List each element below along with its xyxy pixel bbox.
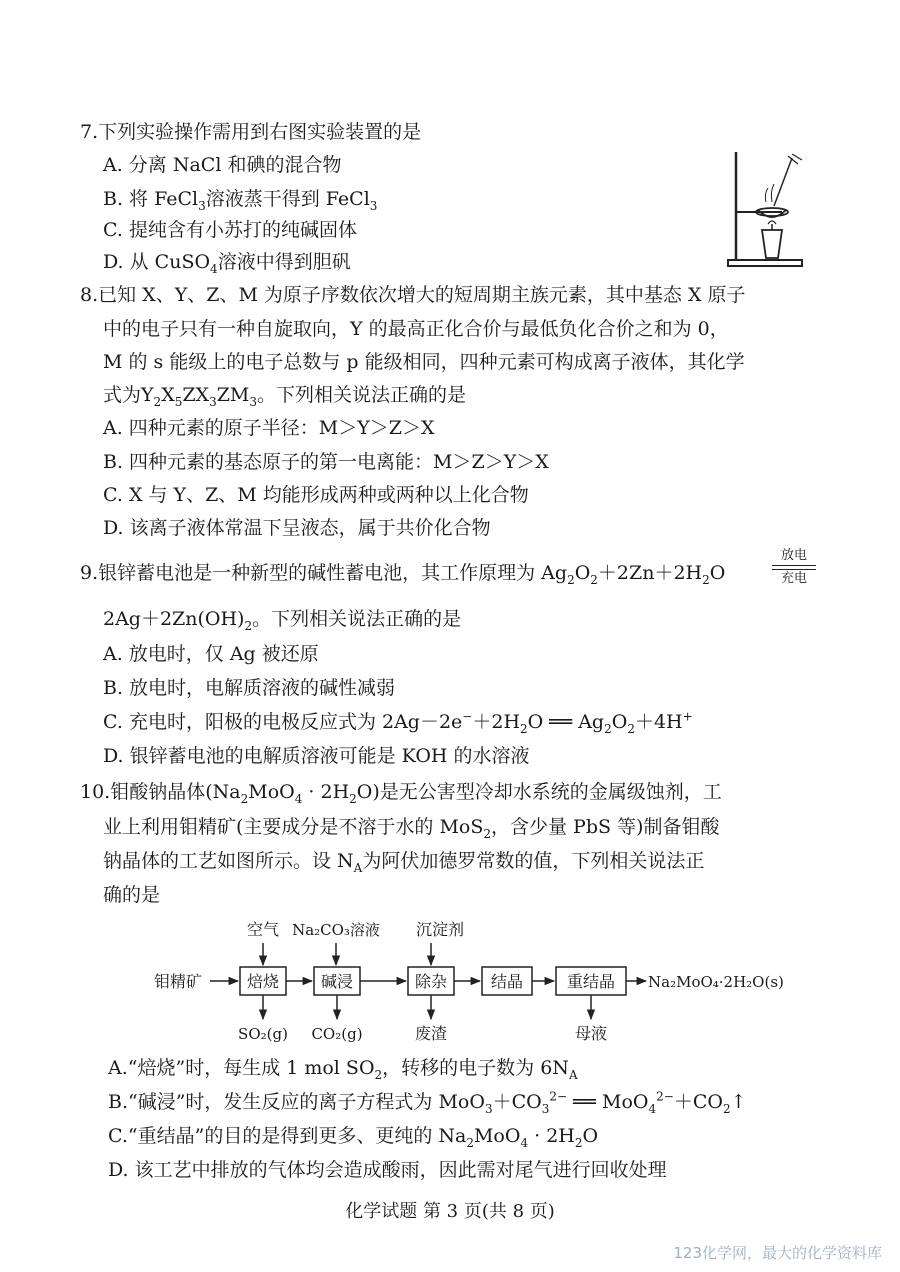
step-alkali-leach-label: 碱浸	[320, 972, 354, 991]
input-precipitant-label: 沉淀剂	[415, 920, 465, 939]
q8-stem-line4: 式为$Y_2X_5ZX_3ZM_3$。下列相关说法正确的是	[103, 384, 467, 409]
output-so2-label: SO₂(g)	[238, 1025, 288, 1043]
reversible-arrow	[772, 548, 816, 587]
q10-option-b: B.“碱浸”时，发生反应的离子方程式为 $MoO_3+CO_3^{2-}$ ══ $MoO_4^{2-}+CO_2↑$	[108, 1089, 747, 1116]
watermark: 123化学网，最大的化学资料库	[673, 1244, 882, 1262]
process-flow-diagram	[150, 915, 850, 1045]
q10-option-d: D. 该工艺中排放的气体均会造成酸雨，因此需对尾气进行回收处理	[108, 1159, 667, 1181]
input-na2co3-label: Na₂CO₃溶液	[292, 921, 380, 939]
step-purify-label: 除杂	[414, 972, 448, 991]
flow-start-label: 钼精矿	[154, 972, 203, 991]
q8-stem-line2: 中的电子只有一种自旋取向，Y 的最高正化合价与最低负化合价之和为 0，	[103, 318, 729, 340]
step-crystallize-label: 结晶	[490, 972, 524, 991]
q7-option-a: A. 分离 NaCl 和碘的混合物	[103, 154, 342, 176]
evaporation-apparatus-figure	[722, 148, 812, 270]
charge-label: 充电	[780, 571, 807, 586]
discharge-label: 放电	[780, 548, 807, 563]
q10-stem-line2: 业上利用钼精矿(主要成分是不溶于水的 MoS$_2$，含少量 PbS 等)制备钼酸	[103, 816, 720, 841]
step-roast-label: 焙烧	[246, 972, 280, 991]
q9-option-d: D. 银锌蓄电池的电解质溶液可能是 KOH 的水溶液	[103, 745, 530, 767]
page-footer: 化学试题 第 3 页(共 8 页)	[345, 1201, 555, 1222]
output-co2-label: CO₂(g)	[311, 1025, 363, 1043]
q8-option-b: B. 四种元素的基态原子的第一电离能：M＞Z＞Y＞X	[103, 451, 549, 473]
output-residue-label: 废渣	[414, 1024, 448, 1043]
q10-stem-line4: 确的是	[103, 884, 161, 906]
output-mother-liquor-label: 母液	[574, 1024, 608, 1043]
q8-stem-line3: M 的 s 能级上的电子总数与 p 能级相同，四种元素可构成离子液体，其化学	[103, 351, 745, 373]
flow-product-label: Na₂MoO₄·2H₂O(s)	[648, 973, 784, 991]
q10-stem-line1: 10.钼酸钠晶体$(Na_2MoO_4 \cdot 2H_2O)$是无公害型冷却水系统的金属级蚀剂，工	[80, 781, 722, 806]
q7-stem: 7.下列实验操作需用到右图实验装置的是	[80, 121, 422, 143]
q9-option-b: B. 放电时，电解质溶液的碱性减弱	[103, 677, 396, 699]
q8-option-c: C. X 与 Y、Z、M 均能形成两种或两种以上化合物	[103, 484, 529, 506]
q8-option-a: A. 四种元素的原子半径：M＞Y＞Z＞X	[103, 417, 435, 439]
step-recrystallize-label: 重结晶	[566, 972, 616, 991]
q8-stem-line1: 8.已知 X、Y、Z、M 为原子序数依次增大的短周期主族元素，其中基态 X 原子	[80, 284, 746, 306]
q9-option-c: C. 充电时，阳极的电极反应式为 $2Ag-2e^-+2H_2O$ ══ $Ag_2O_2+4H^+$	[103, 709, 693, 736]
q10-stem-line3: 钠晶体的工艺如图所示。设 $N_A$为阿伏加德罗常数的值，下列相关说法正	[103, 850, 705, 875]
q7-option-c: C. 提纯含有小苏打的纯碱固体	[103, 219, 357, 241]
input-air-label: 空气	[246, 920, 280, 939]
q9-stem-line1: 9.银锌蓄电池是一种新型的碱性蓄电池，其工作原理为 $Ag_2O_2+2Zn+2H_2O$	[80, 562, 726, 587]
q7-option-d: D. 从 CuSO$_4$溶液中得到胆矾	[103, 251, 351, 276]
q7-option-b: B. 将 FeCl$_3$溶液蒸干得到 FeCl$_3$	[103, 188, 378, 213]
q9-option-a: A. 放电时，仅 Ag 被还原	[103, 643, 319, 665]
q8-option-d: D. 该离子液体常温下呈液态，属于共价化合物	[103, 517, 491, 539]
q10-option-c: C.“重结晶”的目的是得到更多、更纯的 $Na_2MoO_4 \cdot 2H_2O$	[108, 1125, 599, 1150]
q9-stem-line2: $2Ag+2Zn(OH)_2$。下列相关说法正确的是	[103, 608, 462, 633]
q10-option-a: A.“焙烧”时，每生成 1 mol $SO_2$，转移的电子数为 $6N_A$	[108, 1057, 578, 1082]
